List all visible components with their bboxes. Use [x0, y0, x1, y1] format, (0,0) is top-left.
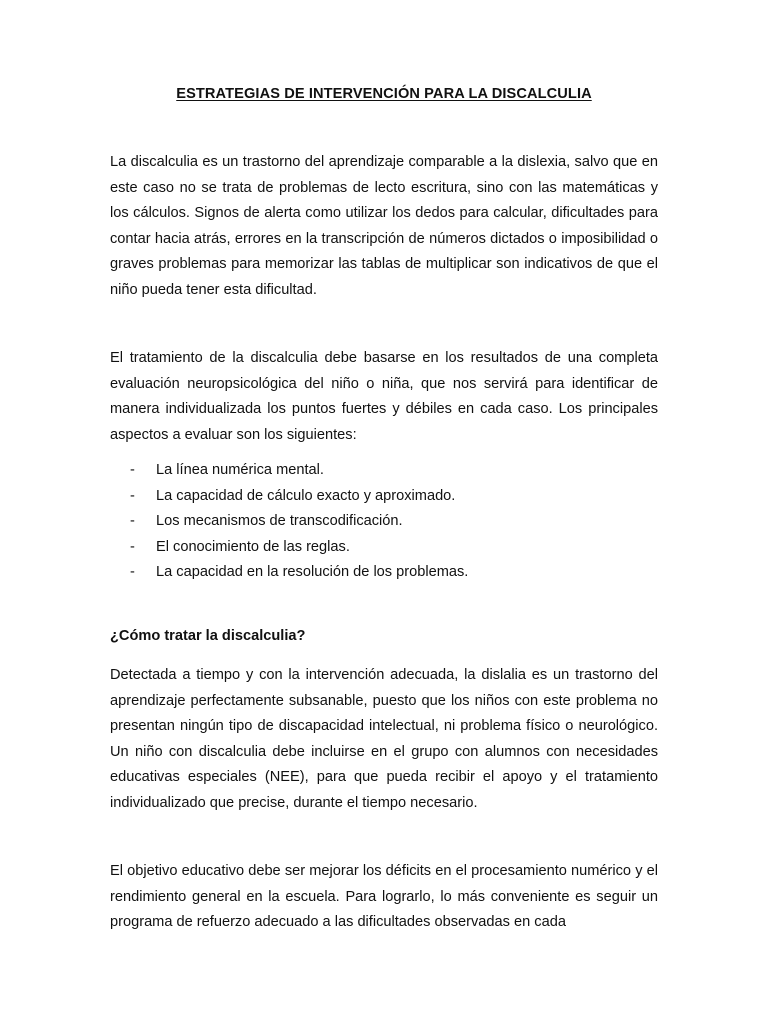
paragraph-treatment: El tratamiento de la discalculia debe basarse en los resultados de una completa evaluación neuropsicológica del niño o niña, que nos servirá para identificar de manera individualizada los puntos fuertes y débiles en cada caso. Los principales aspectos a evaluar son los siguientes:: [110, 350, 658, 443]
paragraph-intro: La discalculia es un trastorno del aprendizaje comparable a la dislexia, salvo que en este caso no se trata de problemas de lecto escritura, sino con las matemáticas y los cálculos. Signos de alerta como utilizar los dedos para calcular, dificultades para contar hacia atrás, errores en la transcripción de números dictados o imposibilidad o graves problemas para memorizar las tablas de multiplicar son indicativos de que el niño pueda tener esta dificultad.: [110, 154, 658, 298]
list-item-text: La línea numérica mental.: [156, 462, 324, 478]
section-heading: ¿Cómo tratar la discalculia?: [110, 628, 306, 644]
paragraph-how-to-treat: Detectada a tiempo y con la intervención adecuada, la dislalia es un trastorno del aprendizaje perfectamente subsanable, puesto que los niños con este problema no presentan ningún tipo de discapacidad intelectual, ni problema físico o neurológico. Un niño con discalculia debe incluirse en el grupo con alumnos con necesidades educativas especiales (NEE), para que pueda recibir el apoyo y el tratamiento individualizado que precise, durante el tiempo necesario.: [110, 667, 658, 811]
list-item: [110, 535, 658, 561]
document-title: ESTRATEGIAS DE INTERVENCIÓN PARA LA DISCALCULIA: [176, 86, 592, 102]
list-item-text: El conocimiento de las reglas.: [156, 538, 350, 555]
list-dash: -: [130, 538, 135, 555]
list-item-text: La capacidad de cálculo exacto y aproximado.: [156, 487, 456, 504]
list-dash: -: [130, 462, 135, 478]
list-dash: -: [130, 487, 135, 504]
list-dash: -: [130, 564, 135, 581]
paragraph-educational-goal: El objetivo educativo debe ser mejorar los déficits en el procesamiento numérico y el rendimiento general en la escuela. Para lograrlo, lo más conveniente es seguir un programa de refuerzo adecuado a las dificultades observadas en cada: [110, 863, 658, 931]
evaluation-aspects-list: [110, 458, 658, 586]
list-dash: -: [130, 513, 135, 530]
list-item: [110, 458, 658, 484]
list-item-text: La capacidad en la resolución de los problemas.: [156, 564, 469, 581]
list-item-text: Los mecanismos de transcodificación.: [156, 513, 403, 530]
list-item: [110, 509, 658, 535]
list-item: [110, 484, 658, 510]
list-item: [110, 560, 658, 586]
